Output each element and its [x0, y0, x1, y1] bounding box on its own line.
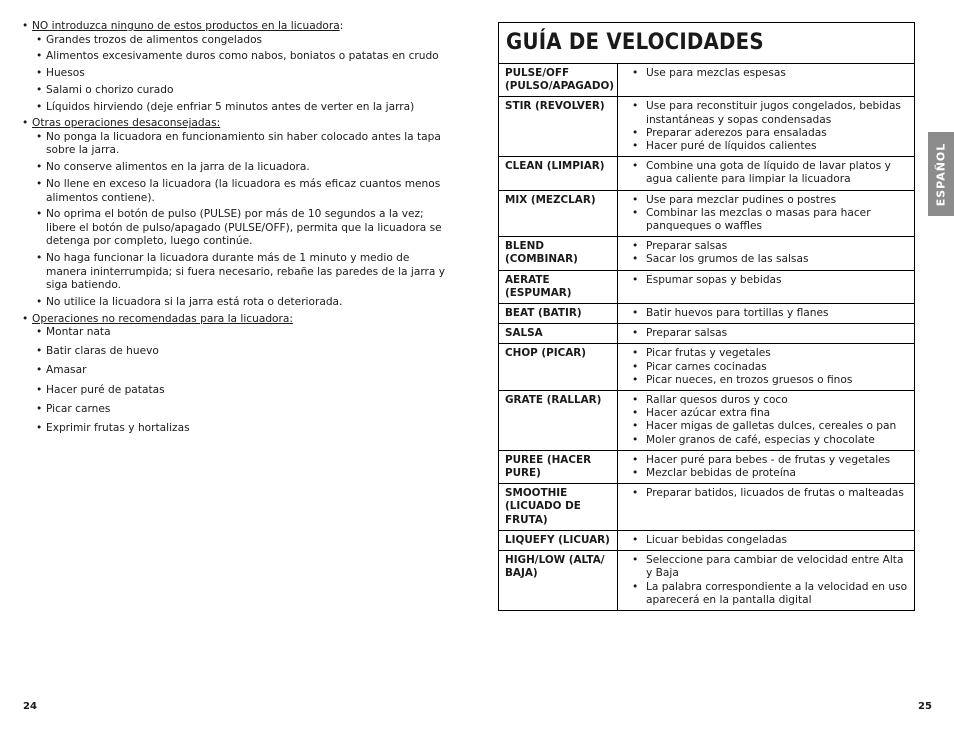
- table-row: [499, 157, 914, 190]
- table-row: [499, 304, 914, 324]
- use-item: • Espumar sopas y bebidas: [632, 273, 782, 286]
- section-not-allowed: • NO introduzca ninguno de estos productos en la licuadora: • Grandes trozos de alimentos congelados • Alimentos excesivamente duros como nabos, boniatos o patatas en crudo • Huesos • Salami o chorizo curado • Líquidos hirviendo (deje enfriar 5 minutos antes de verter en la jarra): [22, 20, 452, 114]
- use-item: • Combinar las mezclas o masas para hacer panqueques o waffles: [632, 206, 871, 233]
- list-item: • No llene en exceso la licuadora (la licuadora es más eficaz cuantos menos alimentos contiene).: [36, 178, 441, 204]
- use-item: • Use para mezclar pudines o postres: [632, 193, 837, 206]
- speed-name: LIQUEFY (LICUAR): [499, 531, 618, 550]
- list-item: • Montar nata: [36, 326, 111, 339]
- list-item: • No oprima el botón de pulso (PULSE) por más de 10 segundos a la vez; libere el botón de pulso/apagado (PULSE/OFF), permita que la licuadora se detenga por completo, luego continúe.: [36, 208, 442, 248]
- speed-name: AERATE (ESPUMAR): [499, 271, 618, 303]
- table-row: [499, 271, 914, 304]
- list-item: • No conserve alimentos en la jarra de la licuadora.: [36, 161, 310, 174]
- use-item: • Use para mezclas espesas: [632, 67, 786, 79]
- list-item: • No ponga la licuadora en funcionamiento sin haber colocado antes la tapa sobre la jarra.: [36, 130, 441, 157]
- speed-uses: [618, 324, 914, 343]
- list-item: • No utilice la licuadora si la jarra está rota o deteriorada.: [36, 295, 343, 308]
- speed-name: HIGH/LOW (ALTA/ BAJA): [499, 551, 618, 610]
- use-item: • Moler granos de café, especias y chocolate: [632, 433, 875, 446]
- list-item: • Amasar: [36, 364, 87, 377]
- use-item: • Hacer migas de galletas dulces, cereales o pan: [632, 420, 897, 433]
- speed-uses: [618, 531, 914, 550]
- speed-uses: [618, 344, 914, 390]
- speed-uses: [618, 157, 914, 189]
- list-item: • Alimentos excesivamente duros como nabos, boniatos o patatas en crudo: [36, 50, 439, 63]
- speed-name: MIX (MEZCLAR): [499, 191, 618, 237]
- speed-uses: [618, 237, 914, 269]
- list-item: • No haga funcionar la licuadora durante más de 1 minuto y medio de manera ininterrumpida; si fuera necesario, rebañe las paredes de la jarra y siga batiendo.: [36, 252, 445, 292]
- table-row: [499, 97, 914, 157]
- use-item: • Sacar los grumos de las salsas: [632, 253, 809, 266]
- list-item: • Líquidos hirviendo (deje enfriar 5 minutos antes de verter en la jarra): [36, 100, 415, 113]
- list-item: • Salami o chorizo curado: [36, 83, 174, 96]
- table-row: [499, 484, 914, 531]
- table-row: [499, 531, 914, 551]
- bullet-list: [32, 326, 452, 435]
- table-row: [499, 324, 914, 344]
- table-row: [499, 551, 914, 610]
- table-row: [499, 191, 914, 238]
- list-item: • Batir claras de huevo: [36, 345, 159, 358]
- speed-uses: [618, 551, 914, 610]
- speed-name: SALSA: [499, 324, 618, 343]
- use-item: • Picar nueces, en trozos gruesos o finos: [632, 373, 853, 386]
- speed-name: STIR (REVOLVER): [499, 97, 618, 156]
- use-item: • Rallar quesos duros y coco: [632, 394, 788, 407]
- use-item: • Hacer puré de líquidos calientes: [632, 140, 817, 153]
- page-number-right: 25: [918, 701, 932, 712]
- list-item: • Hacer puré de patatas: [36, 383, 165, 396]
- section-not-recommended: • Operaciones no recomendadas para la licuadora: • Montar nata • Batir claras de huevo • Amasar • Hacer puré de patatas • Picar carnes • Exprimir frutas y hortalizas: [22, 313, 452, 435]
- list-item: • Huesos: [36, 67, 85, 80]
- section-heading: Otras operaciones desaconsejadas:: [32, 117, 221, 130]
- list-item: • Grandes trozos de alimentos congelados: [36, 33, 263, 46]
- page-number-left: 24: [23, 701, 37, 712]
- language-tab: [928, 132, 954, 216]
- precautions-column: [22, 20, 452, 441]
- use-item: • Mezclar bebidas de proteína: [632, 467, 796, 480]
- list-item: • Exprimir frutas y hortalizas: [36, 421, 190, 434]
- speed-uses: [618, 97, 914, 156]
- use-item: • Preparar batidos, licuados de frutas o malteadas: [632, 487, 904, 500]
- speed-uses: [618, 391, 914, 450]
- speed-name: GRATE (RALLAR): [499, 391, 618, 450]
- table-row: [499, 344, 914, 391]
- language-tab-label: ESPAÑOL: [934, 142, 948, 206]
- speed-guide-table: [498, 22, 915, 611]
- speed-uses: [618, 191, 914, 237]
- table-row: [499, 391, 914, 451]
- table-row: [499, 64, 914, 97]
- speed-name: BLEND (COMBINAR): [499, 237, 618, 269]
- speed-name: PUREE (HACER PURE): [499, 451, 618, 483]
- section-discouraged: • Otras operaciones desaconsejadas: • No ponga la licuadora en funcionamiento sin haber colocado antes la tapa sobre la jarra. • No conserve alimentos en la jarra de la licuadora. • No llene en exceso la licuadora (la licuadora es más eficaz cuantos menos alimentos contiene). • No oprima el botón de pulso (PULSE) por más de 10 segundos a la vez; libere el botón de pulso/apagado (PULSE/OFF), permita que la licuadora se detenga por completo, luego continúe. • No haga funcionar la licuadora durante más de 1 minuto y medio de manera ininterrumpida; si fuera necesario, rebañe las paredes de la jarra y siga batiendo. • No utilice la licuadora si la jarra está rota o deteriorada.: [22, 117, 452, 309]
- use-item: • Hacer puré para bebes - de frutas y vegetales: [632, 453, 891, 466]
- use-item: • Hacer azúcar extra fina: [632, 407, 771, 420]
- speed-name: SMOOTHIE (LICUADO DE FRUTA): [499, 484, 618, 530]
- use-item: • Seleccione para cambiar de velocidad entre Alta y Baja: [632, 554, 904, 580]
- use-item: • Picar carnes cocinadas: [632, 360, 767, 373]
- speed-uses: [618, 271, 914, 303]
- list-item: • Picar carnes: [36, 402, 111, 415]
- speed-uses: [618, 64, 914, 96]
- table-row: [499, 451, 914, 484]
- use-item: • Batir huevos para tortillas y flanes: [632, 307, 829, 320]
- use-item: • Picar frutas y vegetales: [632, 347, 771, 360]
- table-row: [499, 237, 914, 270]
- speed-uses: [618, 304, 914, 323]
- use-item: • La palabra correspondiente a la velocidad en uso aparecerá en la pantalla digital: [632, 580, 908, 606]
- use-item: • Licuar bebidas congeladas: [632, 533, 788, 546]
- use-item: • Preparar aderezos para ensaladas: [632, 126, 827, 139]
- use-item: • Preparar salsas: [632, 240, 728, 253]
- bullet-list: [32, 34, 452, 115]
- speed-uses: [618, 484, 914, 530]
- section-heading: Operaciones no recomendadas para la licuadora:: [32, 312, 293, 325]
- speed-name: CLEAN (LIMPIAR): [499, 157, 618, 189]
- speed-uses: [618, 451, 914, 483]
- table-title: GUÍA DE VELOCIDADES: [499, 23, 914, 64]
- use-item: • Use para reconstituir jugos congelados, bebidas instantáneas y sopas condensadas: [632, 100, 901, 126]
- speed-name: PULSE/OFF (PULSO/APAGADO): [499, 64, 618, 96]
- use-item: • Combine una gota de líquido de lavar platos y agua caliente para limpiar la licuadora: [632, 160, 891, 186]
- table-body: [499, 64, 914, 610]
- section-heading: NO introduzca ninguno de estos productos en la licuadora: [32, 20, 340, 32]
- speed-name: BEAT (BATIR): [499, 304, 618, 323]
- speed-name: CHOP (PICAR): [499, 344, 618, 390]
- use-item: • Preparar salsas: [632, 327, 728, 340]
- bullet-list: [32, 131, 452, 309]
